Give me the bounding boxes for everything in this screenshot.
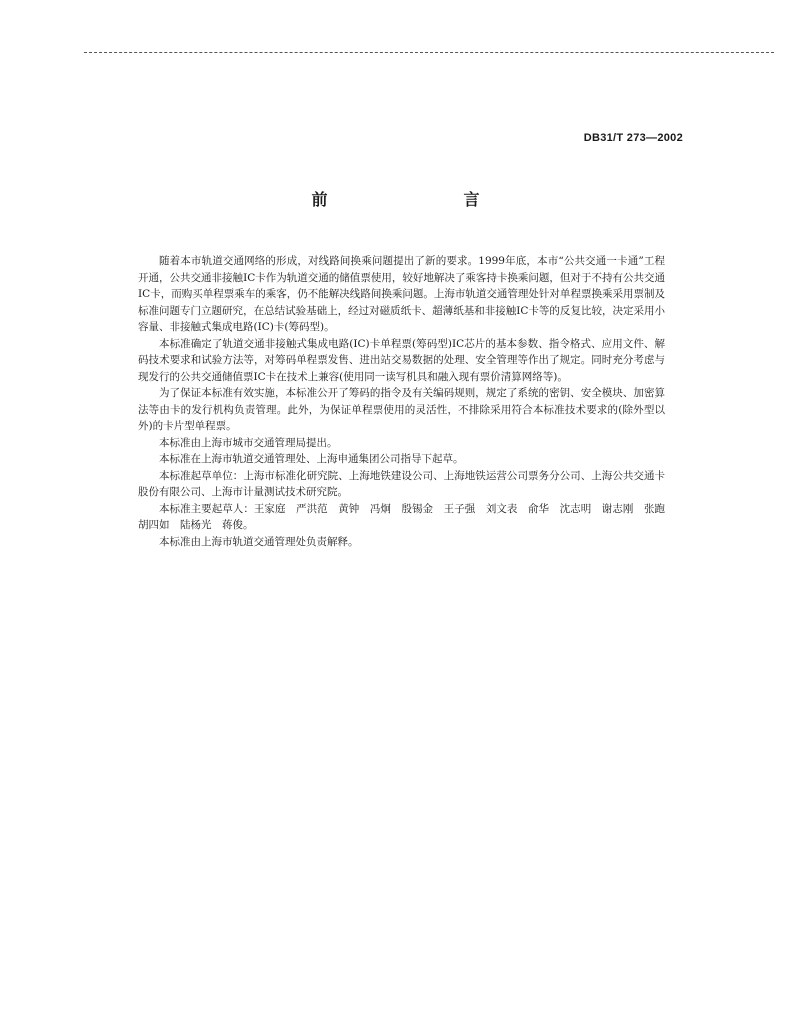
paragraph: 本标准主要起草人：王家庭 严洪范 黄钟 冯炯 殷锡金 王子强 刘文表 俞华 沈志明 谢志刚 张跑 胡四如 陆杨光 蒋俊。 <box>138 502 676 531</box>
paragraph: 本标准由上海市城市交通管理局提出。 <box>159 436 338 449</box>
body-text <box>138 253 676 550</box>
paragraph: 为了保证本标准有效实施，本标准公开了筹码的指令及有关编码规则，规定了系统的密钥、安全模块、加密算法等由卡的发行机构负责管理。此外，为保证单程票使用的灵活性，不排除采用符合本标准技术要求的(除外型以外)的卡片型单程票。 <box>138 387 665 432</box>
paragraph: 本标准由上海市轨道交通管理处负责解释。 <box>159 535 359 548</box>
paragraph: 本标准在上海市轨道交通管理处、上海申通集团公司指导下起草。 <box>159 453 464 465</box>
paragraph: 本标准起草单位：上海市标准化研究院、上海地铁建设公司、上海地铁运营公司票务分公司、上海公共交通卡股份有限公司、上海市计量测试技术研究院。 <box>138 469 665 498</box>
standard-code: DB31/T 273—2002 <box>583 132 683 144</box>
header-rule <box>84 52 774 53</box>
paragraph: 随着本市轨道交通网络的形成，对线路间换乘问题提出了新的要求。1999年底，本市“公共交通一卡通”工程开通，公共交通非接触IC卡作为轨道交通的储值票使用，较好地解决了乘客持卡换乘问题，但对于不持有公共交通IC卡，而购买单程票乘车的乘客，仍不能解决线路间换乘问题。上海市轨道交通管理处针对单程票换乘采用票制及标准问题专门立题研究，在总结试验基础上，经过对磁质纸卡、超薄纸基和非接触IC卡等的反复比较，决定采用小容量、非接触式集成电路(IC)卡(筹码型)。 <box>138 255 665 333</box>
page-heading: 前 言 <box>311 190 540 209</box>
paragraph: 本标准确定了轨道交通非接触式集成电路(IC)卡单程票(筹码型)IC芯片的基本参数、指令格式、应用文件、解码技术要求和试验方法等，对筹码单程票发售、进出站交易数据的处理、安全管理等作出了规定。同时充分考虑与现发行的公共交通储值票IC卡在技术上兼容(使用同一读写机具和融入现有票价清算网络等)。 <box>138 337 665 383</box>
